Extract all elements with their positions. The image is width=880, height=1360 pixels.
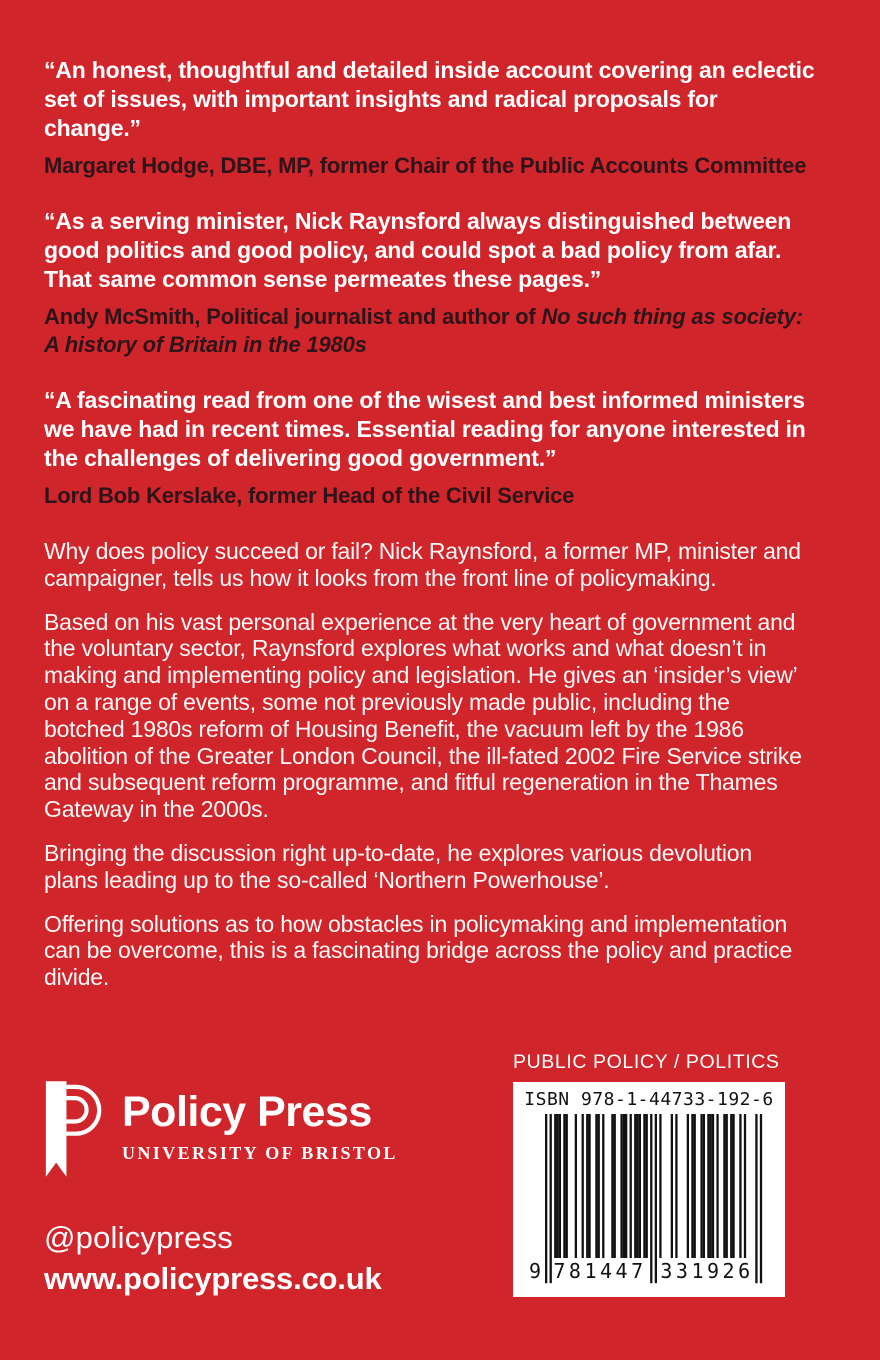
barcode-digit-lead: 9 bbox=[528, 1259, 542, 1283]
quote-text: “As a serving minister, Nick Raynsford always distinguished between good politics and good policy, and could spot a bad policy from afar. That same common sense permeates these pages.” bbox=[44, 208, 792, 292]
policy-press-p-icon bbox=[44, 1076, 102, 1182]
synopsis bbox=[44, 538, 806, 1008]
publisher-subtitle: UNIVERSITY OF BRISTOL bbox=[122, 1143, 398, 1163]
website-url: www.policypress.co.uk bbox=[44, 1261, 382, 1296]
publisher-logo-text bbox=[122, 1090, 398, 1182]
synopsis-paragraph: Based on his vast personal experience at the very heart of government and the voluntary sector, Raynsford explores what works and what doesn’t in making and implementing policy and legislation. He gives an ‘insider’s view’ on a range of events, some not previously made public, including the botched 1980s reform of Housing Benefit, the vacuum left by the 1986 abolition of the Greater London Council, the ill-fated 2002 Fire Service strike and subsequent reform programme, and fitful regeneration in the Thames Gateway in the 2000s. bbox=[44, 608, 802, 823]
quote-attribution-work: No such thing as society: A history of Britain in the 1980s bbox=[44, 304, 803, 357]
social-handle: @policypress bbox=[44, 1220, 233, 1255]
category-label: PUBLIC POLICY / POLITICS bbox=[513, 1051, 780, 1073]
quote-text: “An honest, thoughtful and detailed inside account covering an eclectic set of issues, with important insights and radical proposals for change.” bbox=[44, 57, 815, 141]
publisher-logo bbox=[44, 1076, 398, 1182]
endorsement-quote bbox=[44, 207, 832, 359]
barcode-panel bbox=[513, 1082, 785, 1297]
isbn-label: ISBN 978-1-44733-192-6 bbox=[524, 1089, 774, 1110]
synopsis-paragraph: Bringing the discussion right up-to-date, he explores various devolution plans leading up to the so-called ‘Northern Powerhouse’. bbox=[44, 839, 752, 893]
endorsement-quote bbox=[44, 56, 832, 180]
quote-text: “A fascinating read from one of the wisest and best informed ministers we have had in recent times. Essential reading for anyone interested in the challenges of delivering good government.” bbox=[44, 387, 806, 471]
publisher-name: Policy Press bbox=[122, 1088, 372, 1136]
synopsis-paragraph: Why does policy succeed or fail? Nick Raynsford, a former MP, minister and campaigner, tells us how it looks from the front line of policymaking. bbox=[44, 538, 801, 591]
quote-attribution: Andy McSmith, Political journalist and author of No such thing as society: A history of Britain in the 1980s bbox=[44, 304, 803, 357]
quote-attribution: Lord Bob Kerslake, former Head of the Civil Service bbox=[44, 483, 575, 508]
endorsements bbox=[44, 56, 832, 537]
barcode-digit-group1: 781447 bbox=[553, 1259, 647, 1283]
endorsement-quote bbox=[44, 386, 832, 510]
quote-attribution: Margaret Hodge, DBE, MP, former Chair of the Public Accounts Committee bbox=[44, 153, 807, 178]
synopsis-paragraph: Offering solutions as to how obstacles in policymaking and implementation can be overcome, this is a fascinating bridge across the policy and practice divide. bbox=[44, 910, 793, 991]
barcode-digit-group2: 331926 bbox=[660, 1259, 754, 1283]
